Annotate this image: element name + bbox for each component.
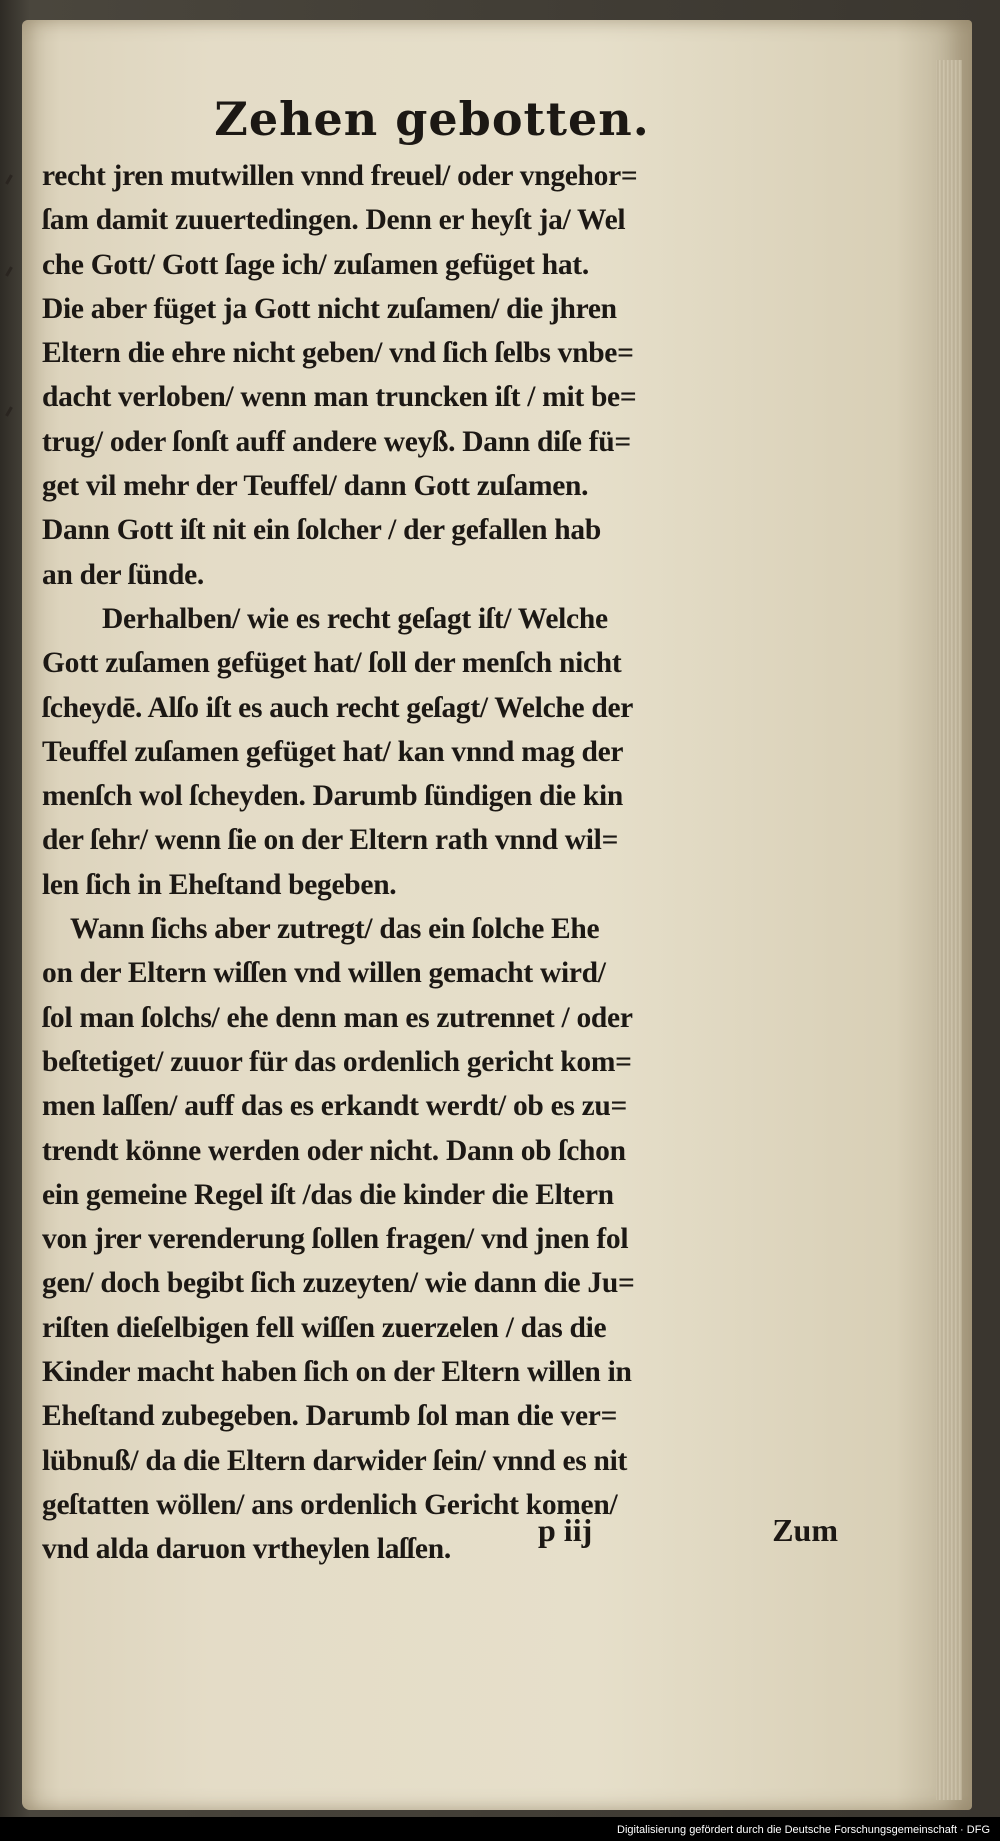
text-line: Teuffel zuſamen gefüget hat/ kan vnnd mag der bbox=[42, 735, 624, 768]
text-line: on der Eltern wiſſen vnd willen gemacht wird/ bbox=[42, 957, 606, 990]
catchword: Zum bbox=[772, 1512, 838, 1548]
margin-mark bbox=[5, 266, 13, 276]
text-line: gen/ doch begibt ſich zuzeyten/ wie dann die Ju= bbox=[42, 1267, 635, 1300]
text-line: ſol man ſolchs/ ehe denn man es zutrennet / oder bbox=[42, 1001, 633, 1034]
margin-mark bbox=[5, 174, 13, 184]
text-line: Gott zuſamen gefüget hat/ ſoll der menſch nicht bbox=[42, 647, 622, 680]
text-line: che Gott/ Gott ſage ich/ zuſamen gefüget hat. bbox=[42, 248, 589, 281]
text-line: vnd alda daruon vrtheylen laſſen. bbox=[42, 1533, 451, 1566]
text-line: Dann Gott iſt nit ein ſolcher / der gefallen hab bbox=[42, 514, 601, 547]
text-line: Derhalben/ wie es recht geſagt iſt/ Welche bbox=[102, 602, 608, 635]
text-line: an der ſünde. bbox=[42, 558, 204, 591]
text-line: get vil mehr der Teuffel/ dann Gott zuſamen. bbox=[42, 470, 589, 503]
page-footer bbox=[538, 1512, 838, 1549]
text-line: dacht verloben/ wenn man truncken iſt / mit be= bbox=[42, 381, 637, 414]
margin-mark bbox=[5, 406, 13, 416]
text-line: Die aber füget ja Gott nicht zuſamen/ die jhren bbox=[42, 292, 617, 325]
text-line: trug/ oder ſonſt auff andere weyß. Dann diſe fü= bbox=[42, 425, 631, 458]
dfg-credit: Digitalisierung gefördert durch die Deutsche Forschungsgemeinschaft · DFG bbox=[617, 1824, 990, 1836]
text-line: beſtetiget/ zuuor für das ordenlich gericht kom= bbox=[42, 1045, 632, 1078]
text-line: lübnuß/ da die Eltern darwider ſein/ vnnd es nit bbox=[42, 1444, 628, 1477]
text-line: ſam damit zuuertedingen. Denn er heyſt ja/ Wel bbox=[42, 204, 626, 237]
text-line: Eltern die ehre nicht geben/ vnd ſich ſelbs vnbe= bbox=[42, 337, 634, 370]
text-line: men laſſen/ auff das es erkandt werdt/ ob es zu= bbox=[42, 1090, 628, 1123]
text-line: von jrer verenderung ſollen fragen/ vnd jnen fol bbox=[42, 1223, 629, 1256]
margin-marks bbox=[0, 140, 22, 940]
credit-bar bbox=[0, 1817, 1000, 1841]
text-line: menſch wol ſcheyden. Darumb ſündigen die kin bbox=[42, 780, 623, 813]
text-line: Wann ſichs aber zutregt/ das ein ſolche Ehe bbox=[70, 913, 600, 946]
text-line: ſcheydē. Alſo iſt es auch recht geſagt/ Welche der bbox=[42, 691, 634, 724]
text-line: geſtatten wöllen/ ans ordenlich Gericht komen/ bbox=[42, 1488, 618, 1521]
running-head: Zehen gebotten. bbox=[214, 92, 650, 146]
text-line: der ſehr/ wenn ſie on der Eltern rath vnnd wil= bbox=[42, 824, 619, 857]
text-line: riſten dieſelbigen fell wiſſen zuerzelen / das die bbox=[42, 1311, 607, 1344]
page-edges bbox=[936, 60, 962, 1800]
text-line: Eheſtand zubegeben. Darumb ſol man die ver= bbox=[42, 1400, 618, 1433]
text-line: len ſich in Eheſtand begeben. bbox=[42, 868, 397, 901]
text-line: ein gemeine Regel iſt /das die kinder die Eltern bbox=[42, 1178, 614, 1211]
signature-mark: p iij bbox=[538, 1512, 593, 1548]
text-line: recht jren mutwillen vnnd freuel/ oder vngehor= bbox=[42, 160, 638, 192]
text-line: Kinder macht haben ſich on der Eltern willen in bbox=[42, 1356, 632, 1389]
page-text bbox=[42, 92, 822, 1572]
text-line: trendt könne werden oder nicht. Dann ob ſchon bbox=[42, 1134, 626, 1167]
